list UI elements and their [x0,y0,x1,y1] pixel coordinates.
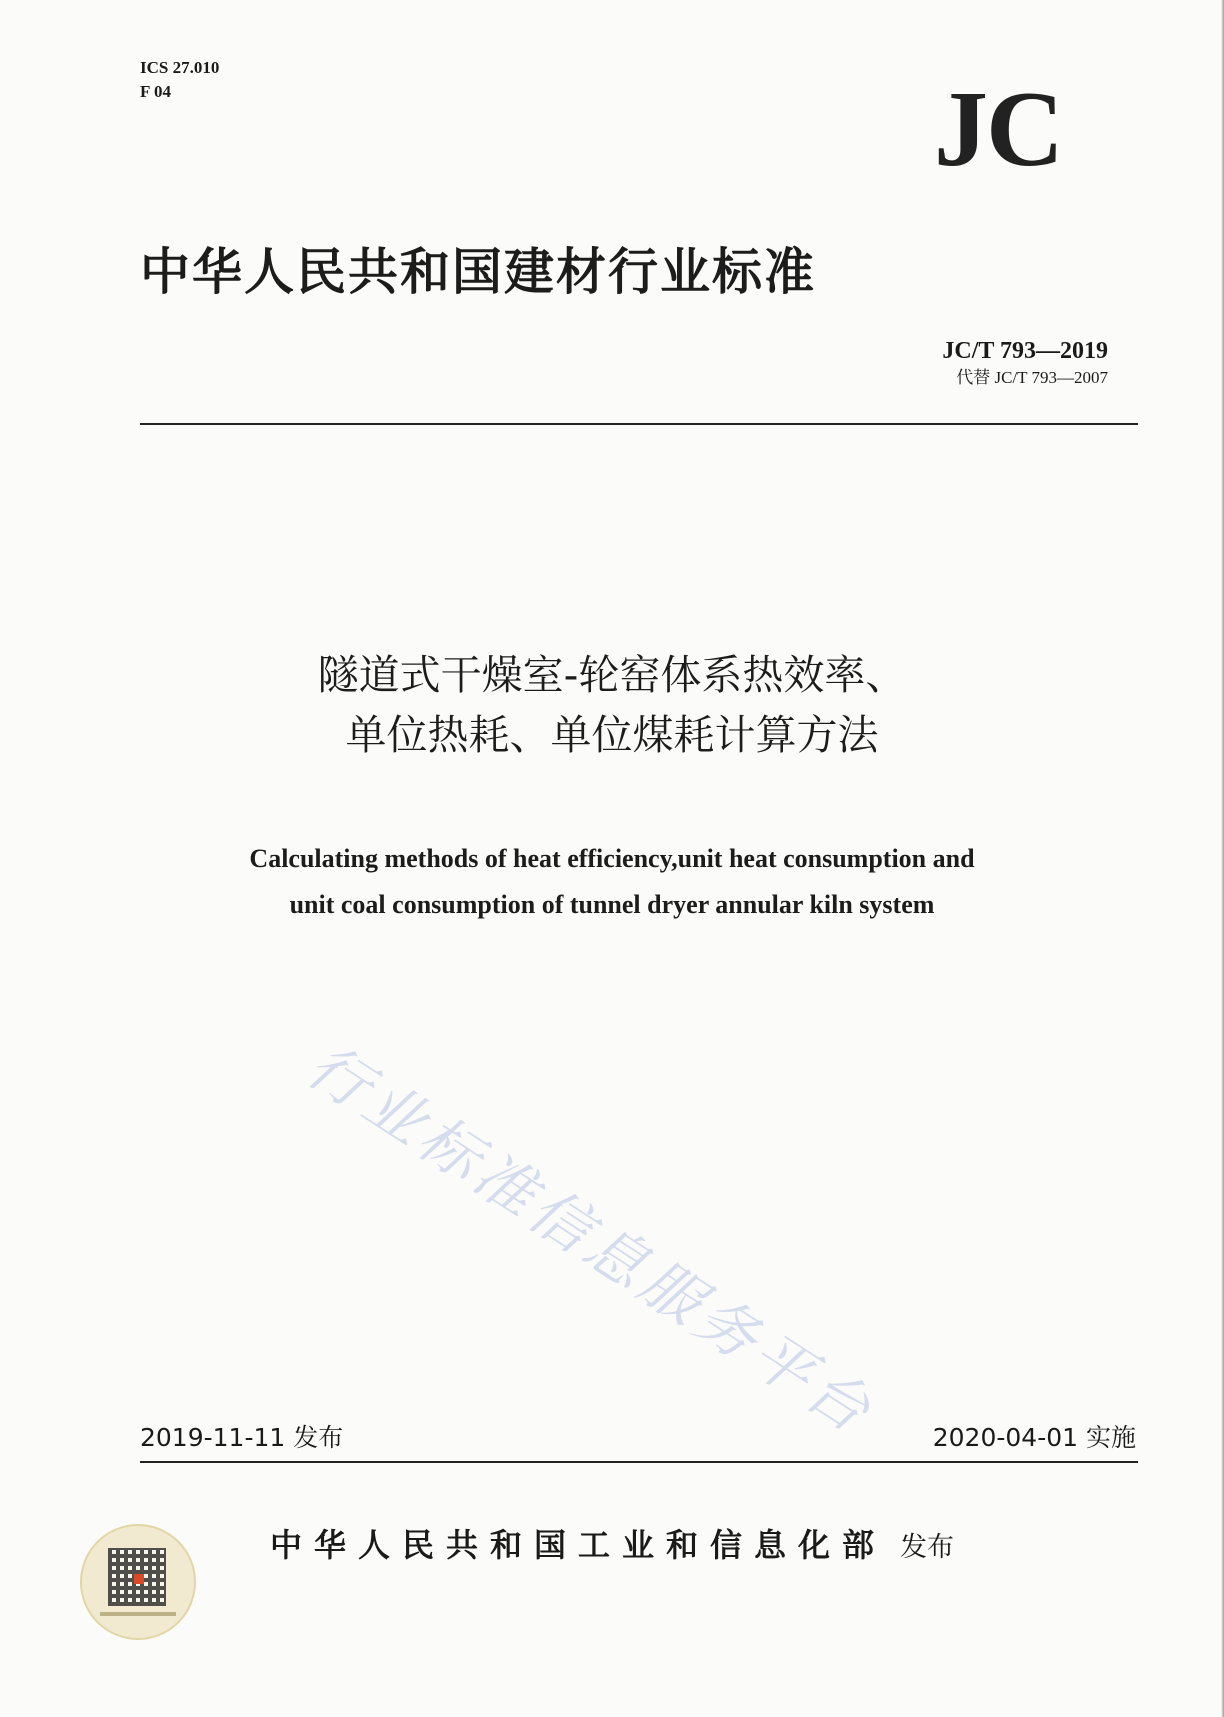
chinese-title [0,645,1224,765]
issuer-action: 发布 [900,1532,954,1563]
english-title [0,836,1224,928]
standard-replaces: 代替 JC/T 793—2007 [956,368,1108,387]
ics-class: F 04 [140,82,172,101]
english-title-line-1: Calculating methods of heat efficiency,unit heat consumption and [249,844,975,873]
main-title: 中华人民共和国建材行业标准 [140,243,816,301]
ics-classification [140,56,219,104]
chinese-title-line-1: 隧道式干燥室-轮窑体系热效率、 [317,651,907,699]
ics-code: ICS 27.010 [140,58,220,77]
seal-accent-mark [134,1574,144,1584]
issuer [0,1520,1224,1566]
watermark: 行业标准信息服务平台 [294,1030,887,1450]
standard-code: JC/T 793—2019 [942,338,1108,364]
standard-number-block [942,336,1108,390]
issuer-organization: 中华人民共和国工业和信息化部 [269,1526,886,1564]
jc-logo: JC [934,70,1062,189]
bottom-divider [140,1461,1138,1463]
english-title-line-2: unit coal consumption of tunnel dryer annular kiln system [289,890,935,919]
implement-date: 2020-04-01 实施 [932,1423,1136,1452]
top-divider [140,423,1138,425]
seal-text-stripe [100,1612,176,1616]
publish-date: 2019-11-11 发布 [140,1423,344,1452]
chinese-title-line-2: 单位热耗、单位煤耗计算方法 [345,711,879,759]
